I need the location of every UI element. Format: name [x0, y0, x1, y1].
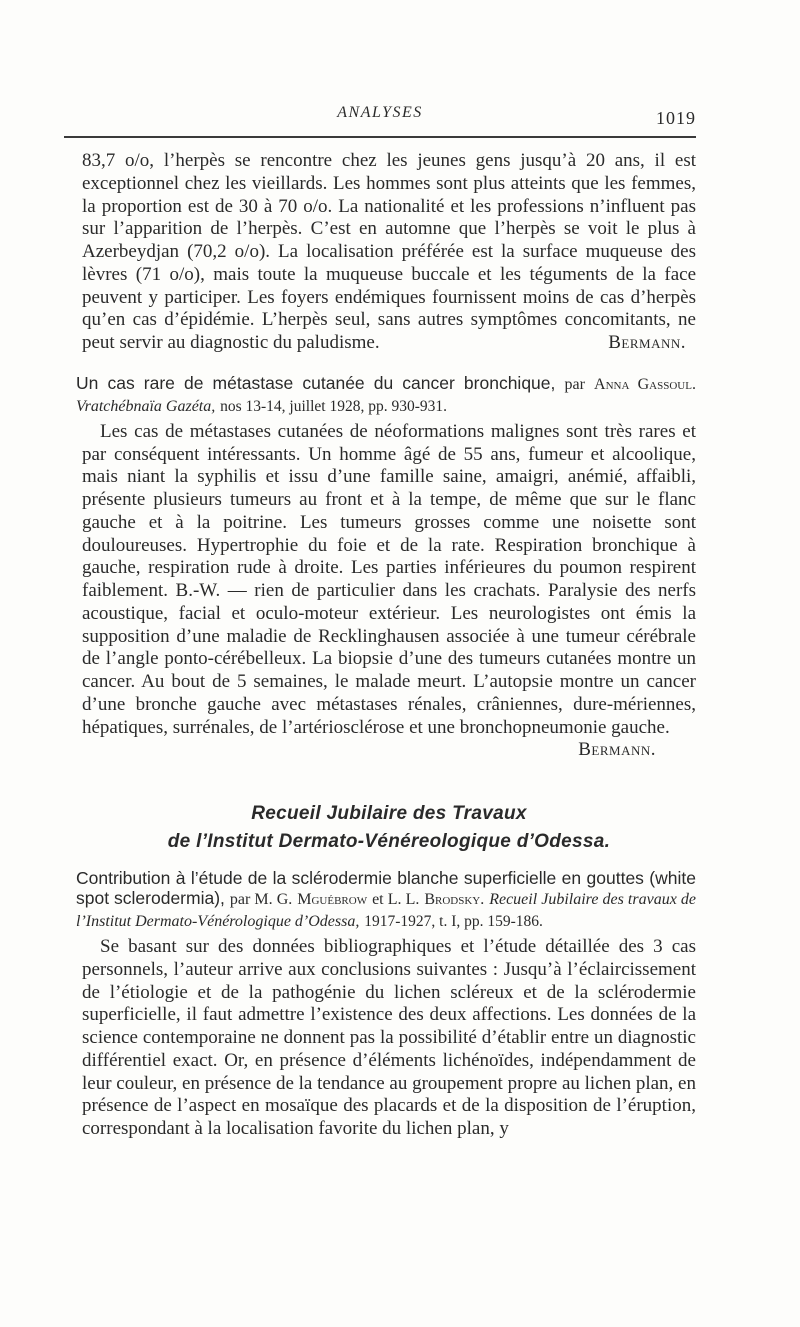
signature: Bermann. — [578, 739, 656, 761]
author-prefix: par M. G. — [229, 891, 293, 908]
article-title: Un cas rare de métastase cutanée du cancer bronchique, — [76, 372, 556, 393]
author-name: Brodsky. — [424, 891, 485, 908]
journal-reference: 1917-1927, t. I, pp. 159-186. — [364, 913, 543, 930]
paragraph-herpes-text: 83,7 o/o, l’herpès se rencontre chez les jeunes gens jusqu’à 20 ans, il est exceptionnel chez les vieillards. Les hommes sont plus atteints que les femmes, la proportion est de 30 à 70 o/o. La nationalité et les professions n’influent pas sur l’apparition de l’herpès. C’est en automne que l’herpès se voit le plus à Azerbeydjan (70,2 o/o). La localisation préférée est la surface muqueuse des lèvres (71 o/o), mais toute la muqueuse buccale et les téguments de la face peuvent y participer. Les foyers endémiques fournissent moins de cas d’herpès qu’en cas d’épidémie. L’herpès seul, sans autres symptômes concomitants, ne peut servir au diagnostic du paludisme. — [82, 150, 696, 353]
header-rule — [64, 136, 696, 138]
article-heading — [76, 373, 696, 417]
paragraph-herpes — [82, 150, 696, 355]
author-name: Anna Gassoul. — [594, 375, 696, 393]
paragraph-sclerodermie: Se basant sur des données bibliographiques et l’étude détaillée des 3 cas personnels, l’auteur arrive aux conclusions suivantes : Jusqu’à l’éclaircissement de l’étiologie et de la pathogénie du lichen scléreux et de la sclérodermie superficielle, il faut admettre l’existence des deux affections. Les données de la science contemporaine ne donnent pas la possibilité d’établir entre un diagnostic différentiel exact. Or, en présence d’éléments lichénoïdes, indépendamment de leur couleur, en présence de la tendance au groupement propre au lichen plan, en présence de l’aspect en mosaïque des placards et de la disposition de l’éruption, correspondant à la localisation favorite du lichen plan, y — [82, 936, 696, 1139]
author-conjunction: et L. L. — [372, 891, 420, 908]
journal-name: Recueil Jubilaire des travaux de l’Institut Dermato-Vénérologique d’Odessa, — [76, 891, 697, 930]
journal-reference: nos 13-14, juillet 1928, pp. 930-931. — [220, 397, 448, 415]
running-title: ANALYSES — [337, 104, 423, 121]
author-name: Mguébrow — [297, 891, 368, 908]
spacer — [82, 355, 696, 365]
signature: Bermann. — [608, 332, 686, 353]
section-heading-line2: de l’Institut Dermato-Vénéreologique d’Odessa. — [167, 831, 611, 852]
body-text — [76, 150, 697, 1141]
author-prefix: par — [564, 375, 585, 393]
paragraph-metastase: Les cas de métastases cutanées de néoformations malignes sont très rares et par conséquent intéressants. Un homme âgé de 55 ans, fumeur et alcoolique, mais niant la syphilis et issu d’une famille saine, amaigri, anémié, affaibli, présente plusieurs tumeurs au front et à la tempe, de même que sur le flanc gauche et à la poitrine. Les tumeurs grosses comme une noisette sont douloureuses. Hypertrophie du foie et de la rate. Respiration bronchique à gauche, respiration rude à droite. Les parties inférieures du poumon respirent faiblement. B.-W. — rien de particulier dans les crachats. Paralysie des nerfs acoustique, facial et oculo-moteur extérieur. Les neurologistes ont émis la supposition d’une maladie de Recklinghausen associée à une tumeur cérébrale de l’angle ponto-cérébelleux. La biopsie d’une des tumeurs cutanées montre un cancer. Au bout de 5 semaines, le malade meurt. L’autopsie montre un cancer d’une bronche gauche avec métastases rénales, crâniennes, dure-mériennes, hépatiques, surrénales, de l’artériosclérose et une bronchopneumonie gauche. — [82, 420, 696, 738]
journal-name: Vratchébnaïa Gazéta, — [76, 397, 216, 415]
article-heading — [76, 868, 696, 932]
section-heading — [82, 800, 696, 856]
article-title: Contribution à l’étude de la sclérodermie blanche superficielle en gouttes (white spot sclerodermia), — [76, 868, 696, 908]
page-header — [64, 100, 696, 140]
page-number: 1019 — [656, 108, 696, 128]
section-heading-line1: Recueil Jubilaire des Travaux — [251, 803, 527, 824]
